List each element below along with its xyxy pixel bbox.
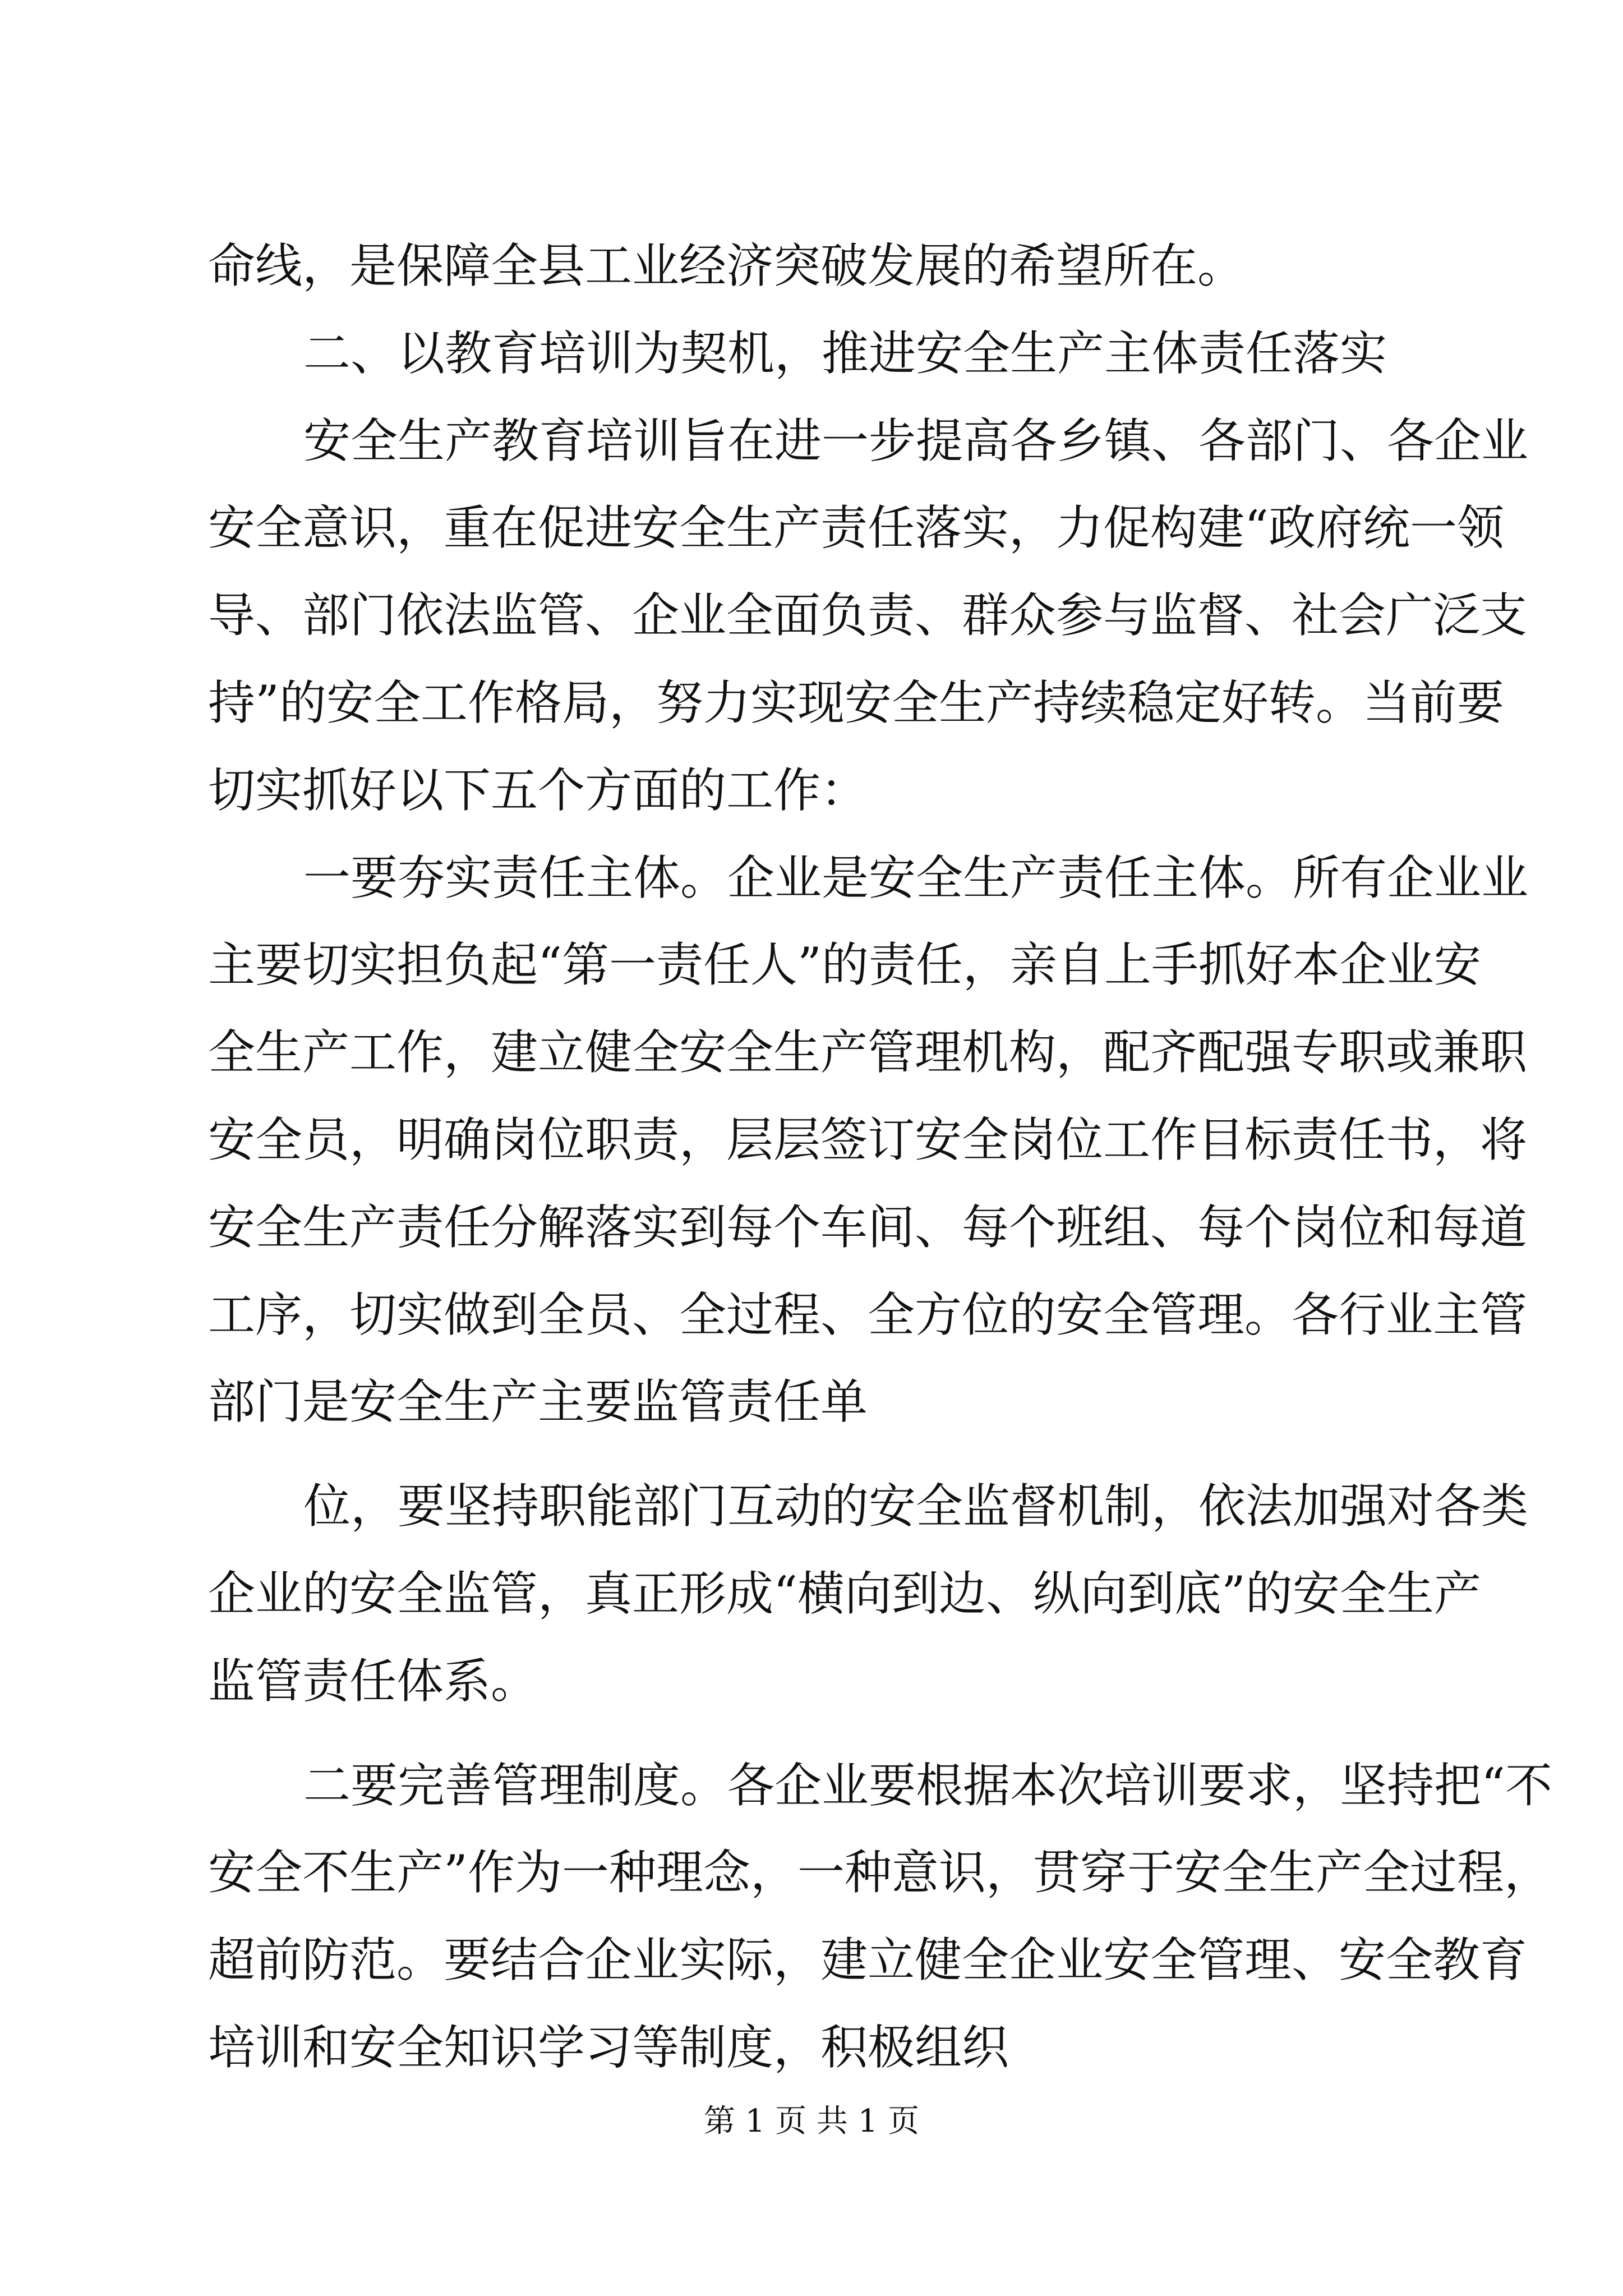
paragraph-line: 部门是安全生产主要监管责任单 bbox=[208, 1374, 868, 1430]
section-heading: 二、以教育培训为契机，推进安全生产主体责任落实 bbox=[303, 325, 1387, 381]
paragraph-line: 导、部门依法监管、企业全面负责、群众参与监督、社会广泛支 bbox=[208, 588, 1528, 643]
paragraph-line: 全生产工作，建立健全安全生产管理机构，配齐配强专职或兼职 bbox=[208, 1025, 1528, 1080]
paragraph-line: 一要夯实责任主体。企业是安全生产责任主体。所有企业业 bbox=[303, 850, 1529, 905]
paragraph-line: 持”的安全工作格局，努力实现安全生产持续稳定好转。当前要 bbox=[208, 675, 1504, 730]
paragraph-line: 二要完善管理制度。各企业要根据本次培训要求，坚持把“不 bbox=[303, 1757, 1552, 1813]
paragraph-line: 主要切实担负起“第一责任人”的责任，亲自上手抓好本企业安 bbox=[208, 937, 1481, 993]
paragraph-line: 切实抓好以下五个方面的工作： bbox=[208, 762, 868, 818]
paragraph-line: 安全员，明确岗位职责，层层签订安全岗位工作目标责任书，将 bbox=[208, 1112, 1528, 1167]
paragraph-line: 工序，切实做到全员、全过程、全方位的安全管理。各行业主管 bbox=[208, 1287, 1528, 1342]
paragraph-line: 超前防范。要结合企业实际，建立健全企业安全管理、安全教育 bbox=[208, 1932, 1528, 1988]
paragraph-line: 位，要坚持职能部门互动的安全监督机制，依法加强对各类 bbox=[303, 1479, 1529, 1534]
paragraph-line: 命线，是保障全县工业经济突破发展的希望所在。 bbox=[208, 238, 1245, 293]
paragraph-line: 企业的安全监管，真正形成“横向到边、纵向到底”的安全生产 bbox=[208, 1566, 1481, 1621]
paragraph-line: 监管责任体系。 bbox=[208, 1653, 538, 1709]
paragraph-line: 安全不生产”作为一种理念，一种意识，贯穿于安全生产全过程， bbox=[208, 1845, 1551, 1901]
paragraph-line: 安全意识，重在促进安全生产责任落实，力促构建“政府统一领 bbox=[208, 500, 1504, 556]
paragraph-line: 安全生产责任分解落实到每个车间、每个班组、每个岗位和每道 bbox=[208, 1199, 1528, 1255]
page-footer: 第 1 页 共 1 页 bbox=[703, 2103, 920, 2139]
paragraph-line: 安全生产教育培训旨在进一步提高各乡镇、各部门、各企业 bbox=[303, 413, 1529, 468]
paragraph-line: 培训和安全知识学习等制度，积极组织 bbox=[208, 2020, 1009, 2075]
